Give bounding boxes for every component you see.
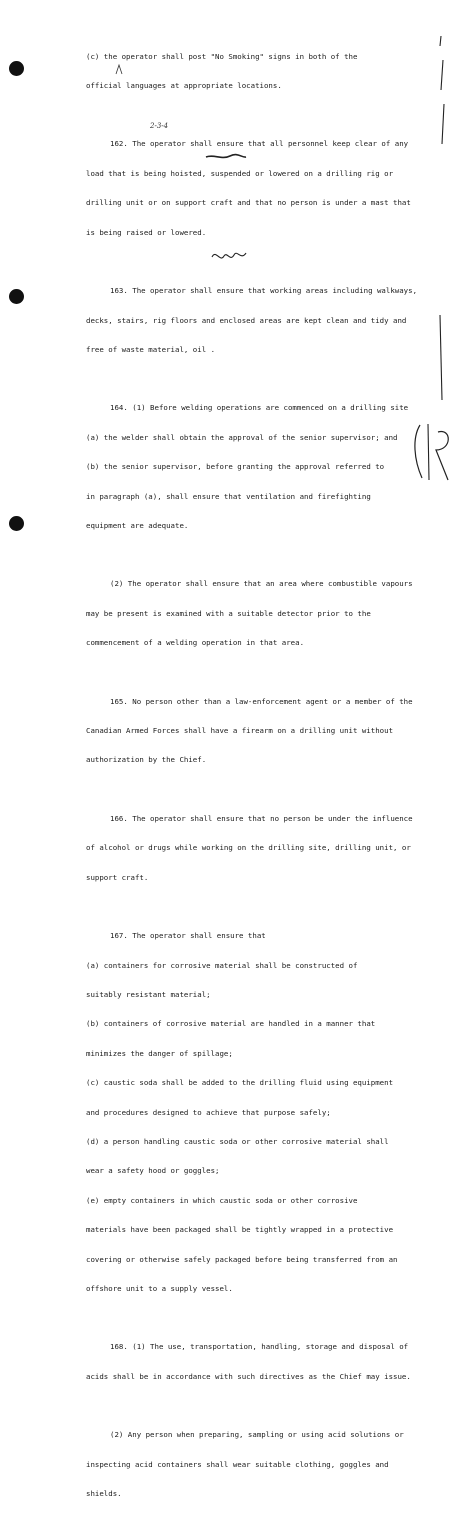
- text-line: Canadian Armed Forces shall have a firearm on a drilling unit without: [86, 726, 394, 736]
- paragraph-162: [86, 120, 431, 257]
- text-line: official languages at appropriate locations.: [86, 80, 282, 90]
- text-line: and procedures designed to achieve that purpose safely;: [86, 1107, 331, 1117]
- text-line: decks, stairs, rig floors and enclosed areas are kept clean and tidy and: [86, 315, 407, 325]
- text-line: of alcohol or drugs while working on the drilling site, drilling unit, or: [86, 843, 411, 853]
- paragraph-166: [86, 794, 431, 902]
- text-line: wear a safety hood or goggles;: [86, 1166, 220, 1176]
- insert-mark: [115, 64, 123, 76]
- text-line: (e) empty containers in which caustic soda or other corrosive: [86, 1195, 358, 1205]
- text-line: (d) a person handling caustic soda or other corrosive material shall: [86, 1136, 389, 1146]
- text-line: 165. No person other than a law-enforcement agent or a member of the: [110, 696, 413, 706]
- text-line: inspecting acid containers shall wear suitable clothing, goggles and: [86, 1459, 389, 1469]
- text-line: equipment are adequate.: [86, 520, 189, 530]
- text-line: offshore unit to a supply vessel.: [86, 1283, 233, 1293]
- text-line: 168. (1) The use, transportation, handling, storage and disposal of: [110, 1342, 409, 1352]
- text-line: shields.: [86, 1489, 122, 1499]
- text-line: may be present is examined with a suitable detector prior to the: [86, 608, 371, 618]
- text-line: suitably resistant material;: [86, 990, 211, 1000]
- text-line: (a) the welder shall obtain the approval of the senior supervisor; and: [86, 432, 398, 442]
- text-line: 164. (1) Before welding operations are commenced on a drilling site: [110, 403, 409, 413]
- text-line: support craft.: [86, 872, 149, 882]
- paragraph-167: [86, 912, 431, 1314]
- text-line: 167. The operator shall ensure that: [110, 931, 266, 941]
- text-line: (c) caustic soda shall be added to the drilling fluid using equipment: [86, 1078, 394, 1088]
- text-line: in paragraph (a), shall ensure that ventilation and firefighting: [86, 491, 371, 501]
- paragraph-161c: [86, 32, 431, 110]
- margin-revision-bars: [434, 0, 454, 584]
- document-body: [86, 32, 431, 1528]
- paragraph-165: [86, 677, 431, 785]
- text-line: commencement of a welding operation in that area.: [86, 638, 305, 648]
- text-line: minimizes the danger of spillage;: [86, 1048, 233, 1058]
- text-line: (a) containers for corrosive material shall be constructed of: [86, 960, 358, 970]
- text-line: 163. The operator shall ensure that working areas including walkways,: [110, 286, 418, 296]
- handwritten-initials: [210, 247, 250, 267]
- strikethrough-mark: [206, 154, 246, 160]
- punch-hole-bottom: [9, 516, 24, 531]
- text-line: (c) the operator shall post "No Smoking" signs in both of the: [86, 51, 358, 61]
- text-line: covering or otherwise safely packaged before being transferred from an: [86, 1254, 398, 1264]
- text-line: drilling unit or on support craft and that no person is under a mast that: [86, 198, 411, 208]
- text-line: (2) The operator shall ensure that an area where combustible vapours: [110, 579, 413, 589]
- text-line: acids shall be in accordance with such directives as the Chief may issue.: [86, 1371, 411, 1381]
- text-line: is being raised or lowered.: [86, 227, 207, 237]
- paragraph-168-2: [86, 1411, 431, 1519]
- handwritten-bracket-marks: [410, 420, 455, 485]
- text-line: 162. The operator shall ensure that all personnel keep clear of any: [110, 139, 409, 149]
- text-line: (b) containers of corrosive material are handled in a manner that: [86, 1019, 376, 1029]
- text-line: authorization by the Chief.: [86, 755, 207, 765]
- punch-hole-top: [9, 61, 24, 76]
- text-line: load that is being hoisted, suspended or lowered on a drilling rig or: [86, 168, 394, 178]
- paragraph-164-2: [86, 560, 431, 668]
- text-line: materials have been packaged shall be tightly wrapped in a protective: [86, 1225, 394, 1235]
- text-line: (b) the senior supervisor, before granting the approval referred to: [86, 462, 385, 472]
- paragraph-164-1: [86, 384, 431, 551]
- handwritten-note: 2-3-4: [150, 122, 169, 130]
- text-line: (2) Any person when preparing, sampling or using acid solutions or: [110, 1430, 404, 1440]
- text-line: 166. The operator shall ensure that no person be under the influence: [110, 813, 413, 823]
- paragraph-163: [86, 267, 431, 375]
- punch-hole-middle: [9, 289, 24, 304]
- text-line: free of waste material, oil .: [86, 344, 216, 354]
- paragraph-168-1: [86, 1323, 431, 1401]
